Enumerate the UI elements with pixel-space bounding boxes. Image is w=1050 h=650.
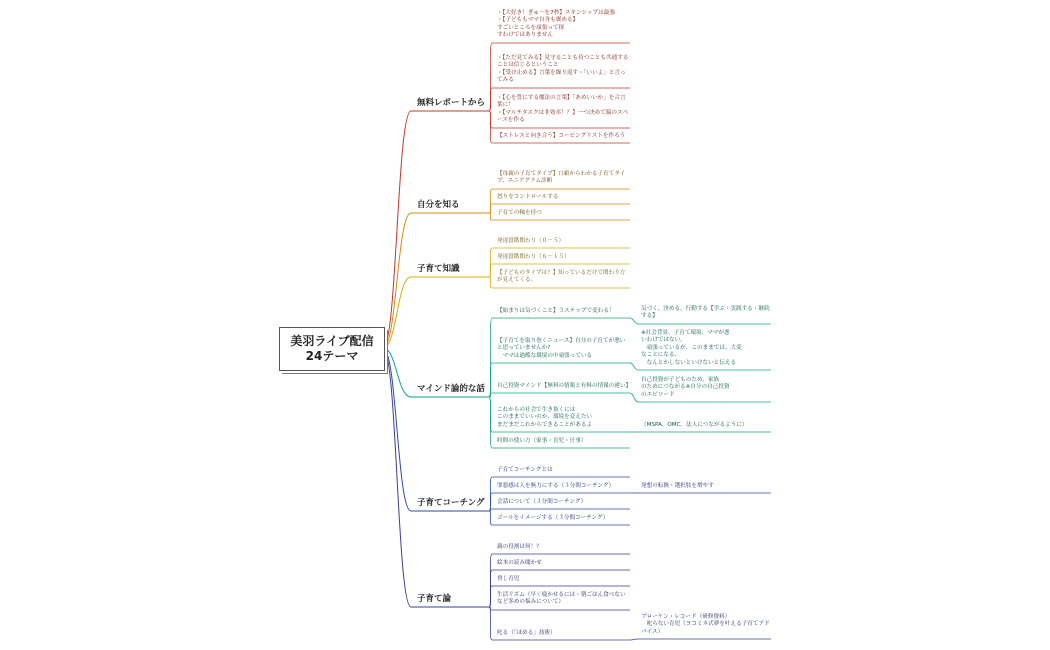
leaf-text: 時間の使い方（家事・育児・仕事） <box>497 438 587 444</box>
leaf-text: 【子育てを取り巻くニュース】自分の子育てが悪いと思っていませんか? ママは過酷な環境の中頑張っている <box>497 338 626 359</box>
leaf-item[interactable] <box>497 576 630 586</box>
leaf-item[interactable] <box>497 10 630 43</box>
leaf-text: 絵本の読み聞かせ <box>497 560 542 566</box>
leaf-item[interactable] <box>497 95 630 128</box>
leaf-text: 子育ての軸を持つ <box>497 210 542 216</box>
leaf-subtext: 気づく、決める、行動する【学ぶ・実践する・継続する】 <box>641 306 770 320</box>
leaf-text: 発達段階関わり（０－５） <box>497 238 565 244</box>
leaf-item[interactable] <box>497 483 630 493</box>
leaf-item[interactable] <box>497 438 630 448</box>
branch-mindset-talk[interactable] <box>411 382 489 397</box>
leaf-item[interactable] <box>497 238 630 248</box>
leaf-text: 【ストレスと向き合う】コーピングリストを作ろう <box>497 133 626 139</box>
root-title-line2: 24テーマ <box>305 349 359 363</box>
leaf-subtext: （MSPA、OMC、法人につながるように） <box>641 422 748 428</box>
leaf-subitem[interactable] <box>641 306 771 324</box>
branch-label: マインド論的な話 <box>417 384 485 394</box>
leaf-item[interactable] <box>497 254 630 264</box>
leaf-text: 脅し育児 <box>497 576 520 582</box>
branch-free-report[interactable] <box>411 96 489 111</box>
branch-parenting-knowledge[interactable] <box>411 262 489 277</box>
leaf-text: 罪悪感は人を無力にする（３分間コーチング） <box>497 483 615 489</box>
leaf-text: 怒りをコントロールする <box>497 194 559 200</box>
branch-label: 子育て知識 <box>417 264 460 274</box>
leaf-item[interactable] <box>497 592 630 610</box>
leaf-text: 【子どものタイプは？】知っているだけで関わり方が見えてくる。 <box>497 270 626 284</box>
leaf-item[interactable] <box>497 560 630 570</box>
leaf-text: 子育てコーチングとは <box>497 467 553 473</box>
leaf-text: ・【大好き！ぎゅ～を7秒】スキンシップは最強 ・【子どももママ自身も褒める】 すごいところを頑張って探 すわけではありません <box>497 10 615 39</box>
leaf-item[interactable] <box>497 194 630 204</box>
leaf-item[interactable] <box>497 171 630 189</box>
leaf-item[interactable] <box>497 338 630 363</box>
leaf-item[interactable] <box>497 133 630 143</box>
root-title-line1: 美羽ライブ配信 <box>290 334 374 348</box>
leaf-item[interactable] <box>497 515 630 525</box>
branch-label: 自分を知る <box>417 200 460 210</box>
leaf-text: 親の役割は何！？ <box>497 544 542 550</box>
root-node[interactable] <box>279 327 385 371</box>
leaf-subtext: ※社会背景、子育て環境、ママが悪 いわけではない。 頑張っているが、このままでは、大変 なことになる、 なんとかしないといけないと伝える <box>641 330 742 366</box>
leaf-text: ・【心を豊にする魔法の言葉】「あめいいか」を合言葉に！ ・【マルチタスクは非効率！？】一つ決めて脳のスペースを作る <box>497 95 629 124</box>
branch-label: 無料レポートから <box>417 98 486 108</box>
leaf-item[interactable] <box>497 308 630 318</box>
leaf-subtext: 発想の転換・選択肢を増やす <box>641 483 714 489</box>
leaf-text: ・【ただ見てみる】見守ることも待つことも共通することは信じるということ ・【受け止める】言葉を繰り返す・「いいよ」と言ってみる <box>497 55 629 84</box>
leaf-item[interactable] <box>497 467 630 477</box>
leaf-item[interactable] <box>497 630 630 640</box>
leaf-text: 発達段階関わり（６－１５） <box>497 254 570 260</box>
leaf-item[interactable] <box>497 407 630 432</box>
leaf-subitem[interactable] <box>641 377 771 402</box>
branch-coaching[interactable] <box>411 496 489 511</box>
leaf-item[interactable] <box>497 499 630 509</box>
leaf-text: 生活リズム（早く寝かせるには・朝ごはん食べないなど多めの悩みについて） <box>497 592 626 606</box>
branch-label: 子育て論 <box>417 594 452 604</box>
leaf-item[interactable] <box>497 210 630 220</box>
leaf-subitem[interactable] <box>641 614 771 639</box>
leaf-subitem[interactable] <box>641 330 771 370</box>
leaf-subitem[interactable] <box>641 422 771 432</box>
leaf-subtext: 自己投資が子どものため、家族 のためにつながる※自分の自己投資 のエピソード <box>641 377 730 398</box>
leaf-text: 【始まりは気づくこと】３ステップで変わる！ <box>497 308 615 314</box>
leaf-subtext: ブローケン・レコード（研修資料） 叱らない育児（ヨコミネ式夢を叶える子育てアドバイス） <box>641 614 770 635</box>
leaf-item[interactable] <box>497 383 630 393</box>
leaf-text: 会話について（３分間コーチング） <box>497 499 587 505</box>
leaf-item[interactable] <box>497 55 630 88</box>
branch-know-yourself[interactable] <box>411 198 489 213</box>
branch-label: 子育てコーチング <box>417 498 485 508</box>
leaf-subitem[interactable] <box>641 483 771 493</box>
branch-parenting-theory[interactable] <box>411 592 489 607</box>
leaf-text: ゴールをイメージする（３分間コーチング） <box>497 515 609 521</box>
leaf-item[interactable] <box>497 544 630 554</box>
leaf-text: 自己投資マインド【無料の情報と有料の情報の違い】 <box>497 383 632 389</box>
leaf-text: これからの社会で生き抜くには このままでいいのか、環境を変えたい まだまだこれからできることがあるよ <box>497 407 593 428</box>
leaf-text: 【母親の子育てタイプ】口癖からわかる子育てタイプ、エニアグラム診断 <box>497 171 626 185</box>
leaf-item[interactable] <box>497 270 630 288</box>
leaf-text: 叱る（「ほめる」技術） <box>497 630 556 636</box>
